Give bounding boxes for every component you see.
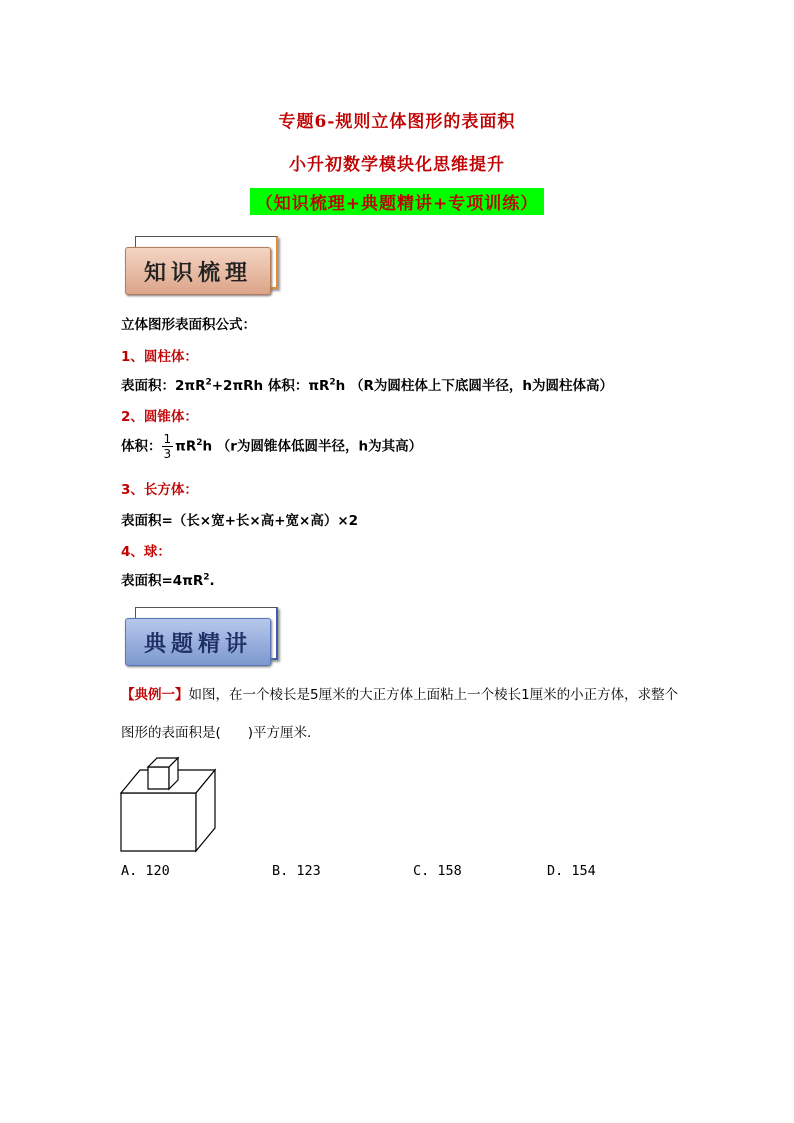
section-banner-examples [125, 607, 277, 665]
tagline: （知识梳理+典题精讲+专项训练） [250, 188, 545, 215]
cylinder-exp-1: 2 [205, 377, 212, 388]
section-banner-knowledge [125, 236, 277, 294]
sphere-exp: 2 [203, 572, 210, 583]
banner-label: 知识梳理 [125, 247, 271, 295]
option-d: D. 154 [547, 863, 596, 879]
option-c: C. 158 [413, 863, 462, 879]
fraction-denominator: 3 [163, 447, 172, 461]
cylinder-heading: 1、圆柱体： [121, 349, 198, 365]
cube-figure [118, 756, 220, 854]
cylinder-formula-tail: h （R为圆柱体上下底圆半径，h为圆柱体高） [335, 378, 613, 394]
cylinder-formula-prefix: 表面积：2πR [121, 378, 206, 394]
sphere-formula [121, 569, 215, 589]
example-tag: 【典例一】 [121, 687, 189, 703]
banner-label: 典题精讲 [125, 618, 271, 666]
cone-exp: 2 [196, 438, 203, 448]
sphere-formula-tail: . [209, 573, 215, 589]
small-cube-front-face [148, 767, 169, 789]
cone-formula-tail: h （r为圆锥体低圆半径，h为其高） [202, 438, 423, 455]
fraction-numerator: 1 [163, 432, 172, 446]
cone-formula [121, 432, 422, 461]
cone-label: 体积： [121, 438, 162, 455]
sphere-heading: 4、球： [121, 544, 171, 560]
page-subtitle: 小升初数学模块化思维提升 [289, 155, 505, 175]
option-b: B. 123 [272, 863, 321, 879]
example-text: 如图，在一个棱长是5厘米的大正方体上面粘上一个棱长1厘米的小正方体，求整个图形的表面积是( )平方厘米. [121, 687, 679, 741]
large-cube-front-face [121, 793, 196, 851]
formula-intro: 立体图形表面积公式： [121, 317, 256, 333]
cuboid-formula: 表面积=（长×宽+长×高+宽×高）×2 [121, 513, 359, 529]
cone-formula-pi: πR [175, 438, 197, 455]
example-paragraph [121, 676, 681, 752]
fraction-one-third [162, 432, 174, 461]
option-a: A. 120 [121, 863, 170, 879]
cuboid-heading: 3、长方体： [121, 482, 198, 498]
cylinder-formula [121, 374, 613, 394]
page-title: 专题6-规则立体图形的表面积 [278, 112, 516, 132]
cone-heading: 2、圆锥体： [121, 409, 198, 425]
cylinder-formula-mid: +2πRh 体积：πR [211, 378, 330, 394]
cylinder-exp-2: 2 [329, 377, 336, 388]
tagline-wrap [0, 188, 794, 215]
sphere-formula-prefix: 表面积=4πR [121, 573, 204, 589]
